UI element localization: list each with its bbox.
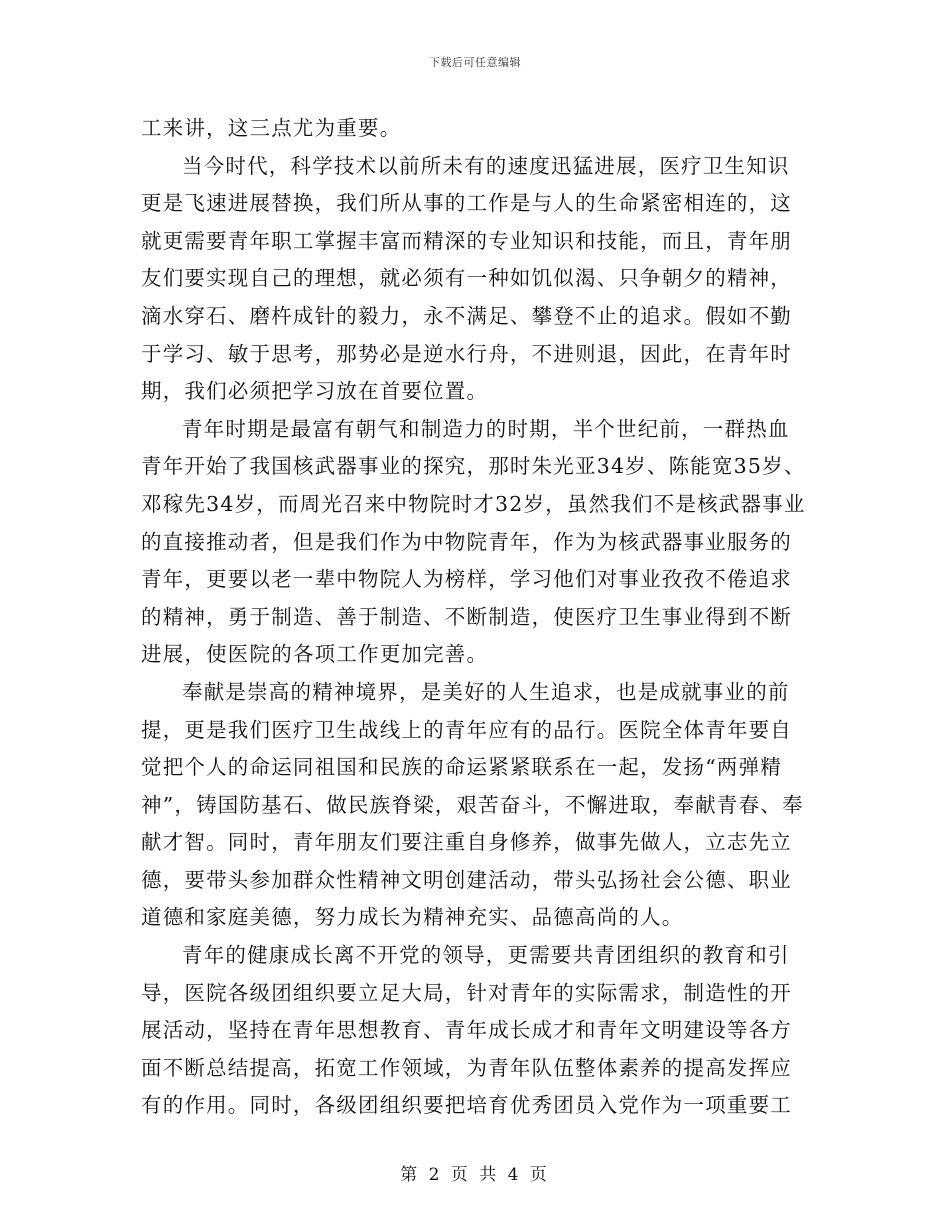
document-body xyxy=(141,110,811,1125)
paragraph: 青年的健康成长离不开党的领导，更需要共青团组织的教育和引导，医院各级团组织要立足大局，针对青年的实际需求，制造性的开展活动，坚持在青年思想教育、青年成长成才和青年文明建设等各方面不断总结提高，拓宽工作领域，为青年队伍整体素养的提高发挥应有的作用。同时，各级团组织要把培育优秀团员入党作为一项重要工 xyxy=(141,943,792,1118)
paragraph: 青年时期是最富有朝气和制造力的时期，半个世纪前，一群热血青年开始了我国核武器事业的探究，那时朱光亚34岁、陈能宽35岁、邓稼先34岁，而周光召来中物院时才32岁，虽然我们不是核武器事业的直接推动者，但是我们作为中物院青年，作为为核武器事业服务的青年，更要以老一辈中物院人为榜样，学习他们对事业孜孜不倦追求的精神，勇于制造、善于制造、不断制造，使医疗卫生事业得到不断进展，使医院的各项工作更加完善。 xyxy=(141,416,806,667)
paragraph: 当今时代，科学技术以前所未有的速度迅猛进展，医疗卫生知识更是飞速进展替换，我们所从事的工作是与人的生命紧密相连的，这就更需要青年职工掌握丰富而精深的专业知识和技能，而且，青年朋友们要实现自己的理想，就必须有一种如饥似渴、只争朝夕的精神，滴水穿石、磨杵成针的毅力，永不满足、攀登不止的追求。假如不勤于学习、敏于思考，那势必是逆水行舟，不进则退，因此，在青年时期，我们必须把学习放在首要位置。 xyxy=(141,153,792,404)
page-number-footer: 第 2 页 共 4 页 xyxy=(400,1165,550,1185)
paragraph-continuation: 工来讲，这三点尤为重要。 xyxy=(141,116,402,140)
paragraph: 奉献是崇高的精神境界，是美好的人生追求，也是成就事业的前提，更是我们医疗卫生战线上的青年应有的品行。医院全体青年要自觉把个人的命运同祖国和民族的命运紧紧联系在一起，发扬“两弹精神”，铸国防基石、做民族脊梁，艰苦奋斗，不懈进取，奉献青春、奉献才智。同时，青年朋友们要注重自身修养，做事先做人，立志先立德，要带头参加群众性精神文明创建活动，带头弘扬社会公德、职业道德和家庭美德，努力成长为精神充实、品德高尚的人。 xyxy=(141,679,804,930)
page-header: 下载后可任意编辑 xyxy=(429,56,521,69)
